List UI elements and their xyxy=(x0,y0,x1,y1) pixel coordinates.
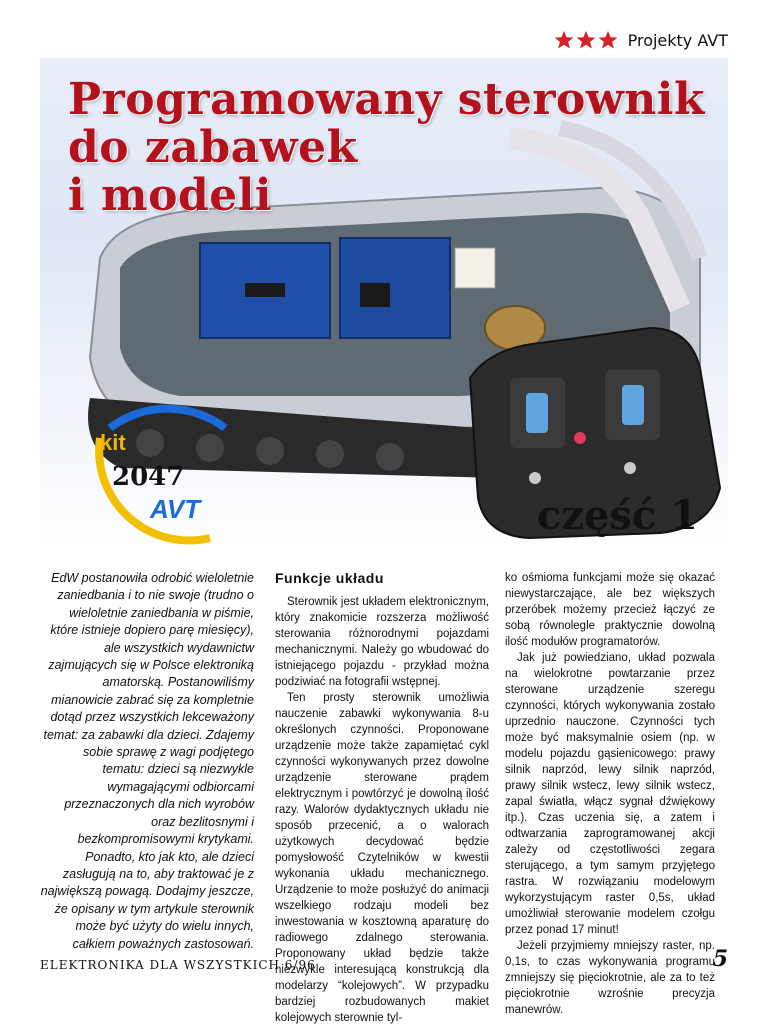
section-header xyxy=(554,30,728,50)
article-title xyxy=(68,76,705,220)
paragraph: ko ośmioma funkcjami może się okazać niewystarczające, ale bez większych przeróbek możemy przecież łączyć ze sobą równolegle praktycznie dowolną ilość modułów programatorów. xyxy=(505,572,715,648)
kit-badge-word: kit xyxy=(100,430,126,455)
title-line: Programowany sterownik xyxy=(68,74,705,125)
magazine-footer: ELEKTRONIKA DLA WSZYSTKICH 6/96 xyxy=(40,958,316,972)
paragraph: Jeżeli przyjmiemy mniejszy raster, np. 0,1s, to czas wykonywania programu zmniejszy się pięciokrotnie, ale za to też pięciokrotnie wzrośnie precyzja manewrów. xyxy=(505,940,715,1016)
paragraph: Sterownik jest układem elektronicznym, który znakomicie rozszerza możliwość sterowania różnorodnymi pojazdami mechanicznymi. Należy go wbudować do istniejącego pojazdu - przykład można podziwiać na fotografii wstępnej. xyxy=(275,596,489,688)
page-number: 5 xyxy=(712,946,728,972)
title-line: do zabawek xyxy=(68,122,358,173)
star-icon xyxy=(576,30,596,50)
title-line: i modeli xyxy=(68,170,273,221)
article-column-right xyxy=(505,570,715,1018)
intro-text: EdW postanowiła odrobić wieloletnie zaniedbania i to nie swoje (trudno o wieloletnie zaniedbania w piśmie, które istnieje dopiero parę miesięcy), ale wszystkich wydawnictw zajmujących się w Polsce elektroniką amatorską. Postanowiliśmy mianowicie zabrać się za kompletnie dotąd przez wszystkich lekceważony temat: za zabawki dla dzieci. Zdajemy sobie sprawę z wagi podjętego tematu: dzieci są niezwykle wymagającymi odbiorcami przeznaczonych dla nich wyrobów oraz bezlitosnymi i bezkompromisowymi krytykami. Ponadto, kto jak kto, ale dzieci zasługują na to, aby traktować je z największą powagą. Dodajmy jeszcze, że opisany w tym artykule sterownik może być użyty do wielu innych, całkiem poważnych zastosowań. xyxy=(40,571,254,951)
paragraph: Jak już powiedziano, układ pozwala na wielokrotne powtarzanie przez sterowane urządzenie szeregu czynności, których wykonywania zostało uprzednio nauczone. Czynności tych może być maksymalnie osiem (np. w modelu pojazdu gąsienicowego: prawy silnik naprzód, lewy silnik naprzód, prawy silnik wstecz, lewy silnik wstecz, zapal światła, włącz sygnał dźwiękowy itp.). Czas uczenia się, a zatem i odtwarzania zaprogramowanej akcji zależy od częstotliwości zegara sterującego, a tym samym przyjętego rastra. W rozwiązaniu modelowym wykorzystującym raster 0,5s, układ umożliwiał sterowanie modelem czołgu przez ponad 17 minut! xyxy=(505,652,715,936)
intro-column xyxy=(40,570,254,953)
star-icon xyxy=(598,30,618,50)
section-heading: Funkcje układu xyxy=(275,570,384,586)
kit-badge-brand: AVT xyxy=(150,494,201,524)
star-icon xyxy=(554,30,574,50)
paragraph: Ten prosty sterownik umożliwia nauczenie zabawki wykonywania 8-u określonych czynności. Proponowane urządzenie może także zapamiętać cykl czynności wykonywanych przez dowolne urządzenie sterowane prądem elektrycznym i powtórzyć je dowolną ilość razy. Walorów dydaktycznych układu nie sposób przecenić, a o walorach użytkowych decydować będzie pomysłowość Czytelników w kwestii wykonania układu mechanicznego. Urządzenie to może posłużyć do animacji wszelkiego rodzaju modeli bez inwestowania w kosztowną aparaturę do radiowego zdalnego sterowania. Proponowany układ będzie także niezwykle interesującą konstrukcją dla modelarzy “kolejowych”. W przypadku bardziej rozbudowanych makiet kolejowych sterownie tyl- xyxy=(275,692,489,1024)
section-label: Projekty AVT xyxy=(627,30,728,50)
kit-badge-number: 2047 xyxy=(112,462,185,492)
part-label: część 1 xyxy=(536,492,698,539)
rating-stars xyxy=(554,30,618,50)
